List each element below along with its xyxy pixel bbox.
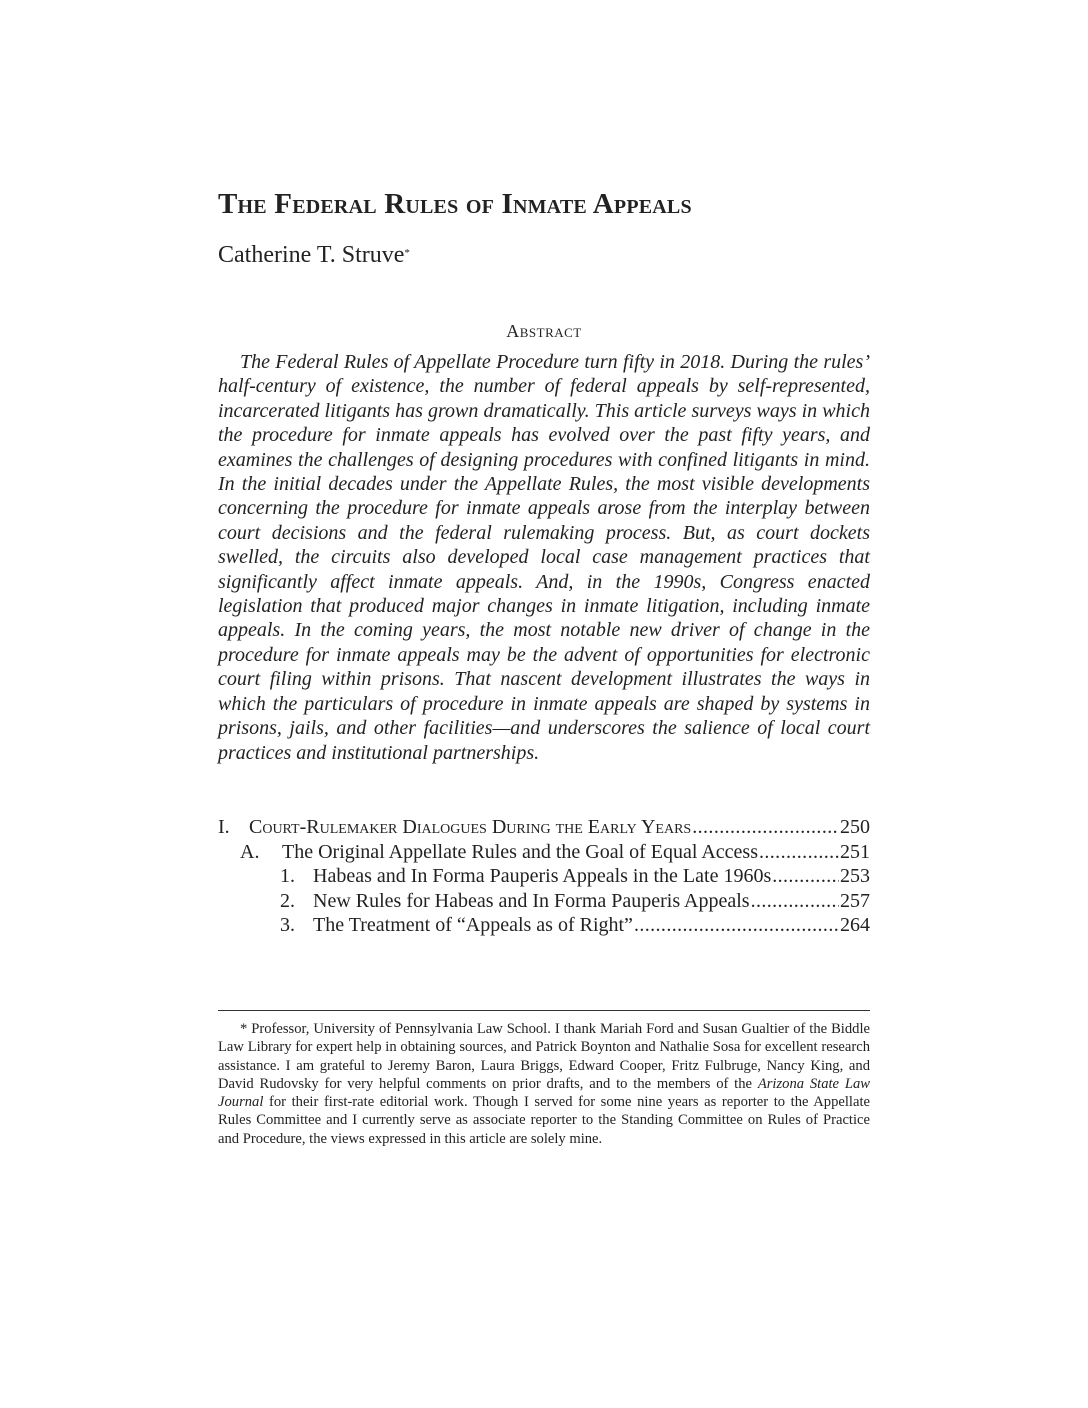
author-line bbox=[218, 240, 410, 270]
footnote-divider bbox=[218, 1010, 870, 1011]
author-footnote bbox=[218, 1020, 870, 1148]
toc-entry-title: Court-Rulemaker Dialogues During the Early Years bbox=[249, 816, 692, 838]
toc-entry-number: I. bbox=[218, 816, 230, 838]
toc-dot-leader bbox=[692, 815, 839, 840]
author-name: Catherine T. Struve bbox=[218, 242, 405, 268]
toc-entry-number: 2. bbox=[280, 889, 295, 912]
toc-entry-page: 251 bbox=[840, 840, 870, 863]
toc-entry[interactable] bbox=[218, 864, 870, 889]
toc-entry-page: 264 bbox=[840, 914, 870, 936]
abstract-heading: Abstract bbox=[506, 321, 582, 341]
toc-entry-number: 1. bbox=[280, 865, 295, 887]
toc-entry-title: The Treatment of “Appeals as of Right” bbox=[313, 914, 633, 936]
toc-dot-leader bbox=[759, 840, 839, 865]
abstract-text: The Federal Rules of Appellate Procedure turn fifty in 2018. During the rules’ half-century of existence, the number of federal appeals by self-represented, incarcerated litigants has grown dramatically. This article surveys ways in which the procedure for inmate appeals has evolved over the past fifty years, and examines the challenges of designing procedures with confined litigants in mind. In the initial decades under the Appellate Rules, the most visible developments concerning the procedure for inmate appeals arose from the interplay between court decisions and the federal rulemaking process. But, as court dockets swelled, the circuits also developed local case management practices that significantly affect inmate appeals. And, in the 1990s, Congress enacted legislation that produced major changes in inmate litigation, including inmate appeals. In the coming years, the most notable new driver of change in the procedure for inmate appeals may be the advent of opportunities for electronic court filing within prisons. That nascent development illustrates the ways in which the particulars of procedure in inmate appeals are shaped by systems in prisons, jails, and other facilities—and underscores the salience of local court practices and institutional partnerships. bbox=[218, 351, 870, 764]
toc-entry-page: 253 bbox=[840, 865, 870, 887]
toc-entry-title: Habeas and In Forma Pauperis Appeals in the Late 1960s bbox=[313, 865, 772, 887]
footnote-mark: * bbox=[240, 1021, 248, 1037]
toc-entry-title: New Rules for Habeas and In Forma Pauperis Appeals bbox=[313, 889, 750, 912]
toc-entry-page: 257 bbox=[840, 889, 870, 912]
article-title: The Federal Rules of Inmate Appeals bbox=[218, 188, 692, 220]
toc-entry-number: 3. bbox=[280, 914, 295, 936]
table-of-contents bbox=[218, 815, 870, 938]
toc-dot-leader bbox=[634, 913, 839, 938]
footnote-text-before: Professor, University of Pennsylvania Law School. I thank Mariah Ford and Susan Gualtier of the Biddle Law Library for expert help in obtaining sources, and Patrick Boynton and Nathalie Sosa for excellent research assistance. I am grateful to Jeremy Baron, Laura Briggs, Edward Cooper, Fritz Fulbruge, Nancy King, and David Rudovsky for very helpful comments on prior drafts, and to the members of the bbox=[218, 1021, 870, 1092]
author-footnote-mark[interactable]: * bbox=[404, 247, 410, 259]
toc-entry-page: 250 bbox=[840, 816, 870, 838]
article-page bbox=[218, 0, 870, 1408]
toc-entry-number: A. bbox=[240, 840, 260, 863]
toc-entry-title: The Original Appellate Rules and the Goal of Equal Access bbox=[282, 840, 758, 863]
toc-dot-leader bbox=[772, 864, 839, 889]
footnote-text-after: for their first-rate editorial work. Though I served for some nine years as reporter to the Appellate Rules Committee and I currently serve as associate reporter to the Standing Committee on Rules of Practice and Procedure, the views expressed in this article are solely mine. bbox=[218, 1094, 870, 1147]
toc-entry[interactable] bbox=[218, 889, 870, 914]
toc-entry[interactable] bbox=[218, 815, 870, 840]
toc-entry[interactable] bbox=[218, 840, 870, 865]
footnote-journal-name: Arizona State Law Journal bbox=[218, 1075, 870, 1111]
toc-dot-leader bbox=[751, 889, 839, 914]
toc-entry[interactable] bbox=[218, 913, 870, 938]
